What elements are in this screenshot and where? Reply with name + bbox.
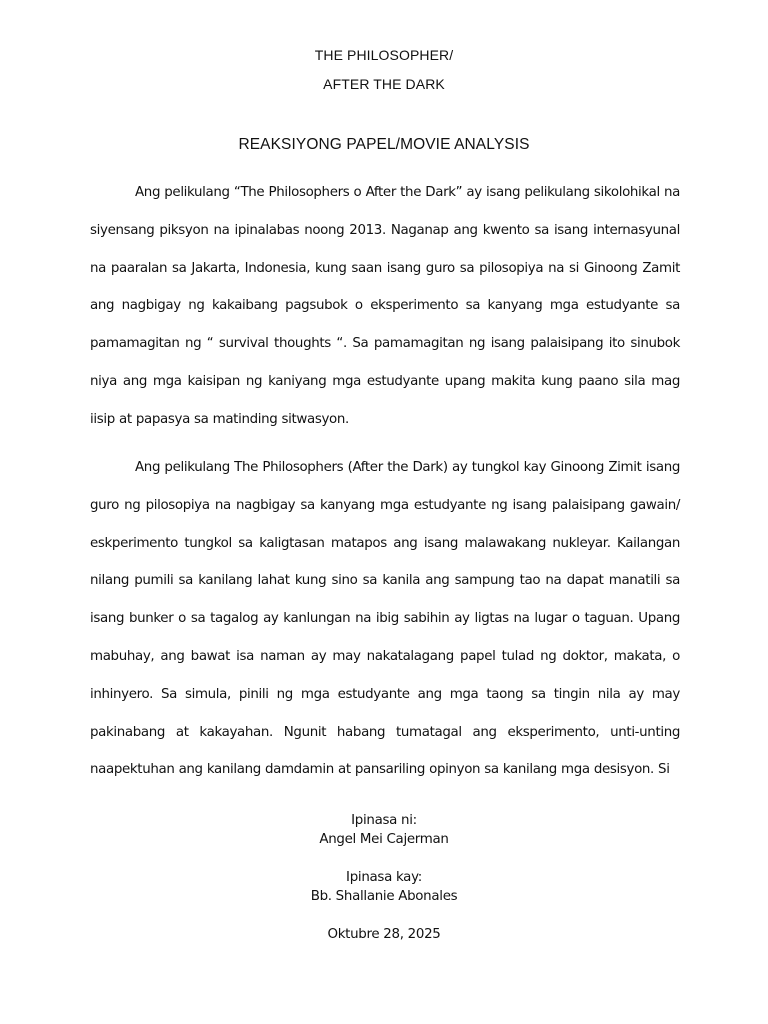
body-paragraph-2: Ang pelikulang The Philosophers (After the Dark) ay tungkol kay Ginoong Zimit isang guro ng pilosopiya na nagbigay sa kanyang mga estudyante ng isang palaisipang gawain/ eskperimento tungkol sa kaligtasan matapos ang isang malawakang nukleyar. Kailangan nilang pumili sa kanilang lahat kung sino sa kanila ang sampung tao na dapat manatili sa isang bunker o sa tagalog ay kanlungan na ibig sabihin ay ligtas na lugar o taguan. Upang mabuhay, ang bawat isa naman ay may nakatalagang papel tulad ng doktor, makata, o inhinyero. Sa simula, pinili ng mga estudyante ang mga taong sa tingin nila ay may pakinabang at kakayahan. Ngunit habang tumatagal ang eksperimento, unti-unting naapektuhan ang kanilang damdamin at pansariling opinyon sa kanilang mga desisyon. Si: [90, 460, 680, 778]
document-date: Oktubre 28, 2025: [327, 927, 441, 942]
document-title-line-1: THE PHILOSOPHER/: [314, 47, 454, 63]
submitted-by-label: Ipinasa ni:: [351, 813, 417, 828]
submitted-to-label: Ipinasa kay:: [346, 870, 422, 885]
submitted-to-name: Bb. Shallanie Abonales: [310, 889, 458, 904]
document-heading: REAKSIYONG PAPEL/MOVIE ANALYSIS: [238, 136, 530, 153]
body-paragraph-1: Ang pelikulang “The Philosophers o After the Dark” ay isang pelikulang sikolohikal na siyensang piksyon na ipinalabas noong 2013. Naganap ang kwento sa isang internasyunal na paaralan sa Jakarta, Indonesia, kung saan isang guro sa pilosopiya na si Ginoong Zamit ang nagbigay ng kakaibang pagsubok o eksperimento sa kanyang mga estudyante sa pamamagitan ng “ survival thoughts “. Sa pamamagitan ng isang palaisipang ito sinubok niya ang mga kaisipan ng kaniyang mga estudyante upang makita kung paano sila mag iisip at papasya sa matinding sitwasyon.: [90, 185, 680, 427]
document-title-line-2: AFTER THE DARK: [323, 76, 445, 92]
submitted-by-name: Angel Mei Cajerman: [319, 832, 449, 847]
